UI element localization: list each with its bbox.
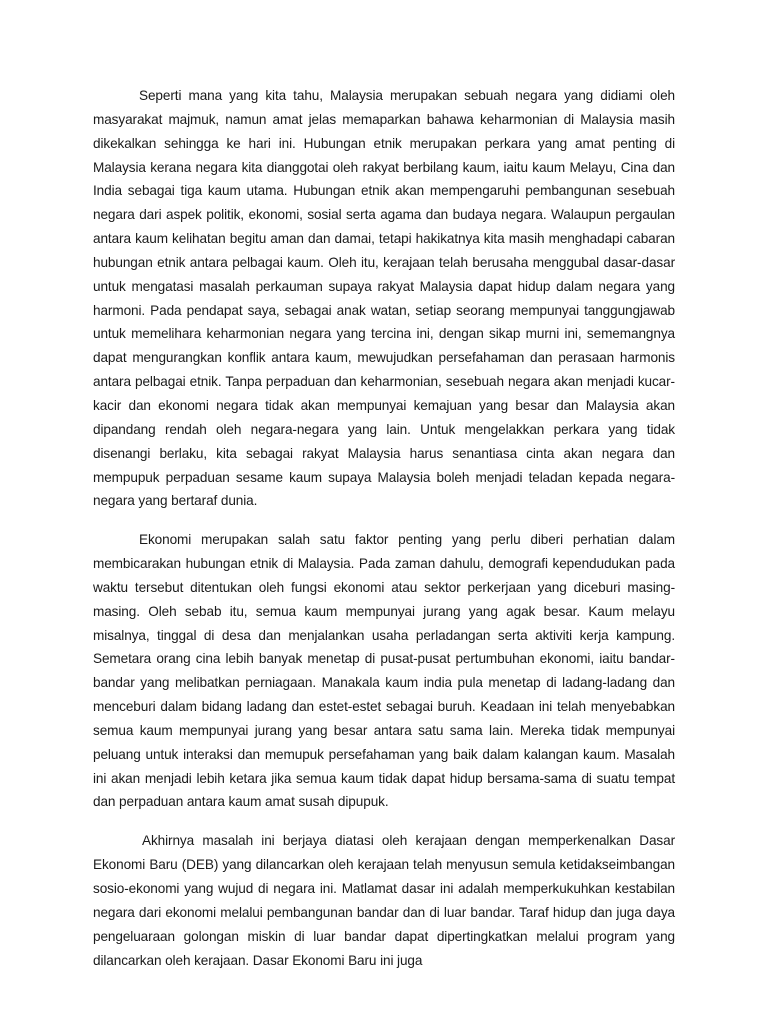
paragraph-intro-ethnic-relations: Seperti mana yang kita tahu, Malaysia merupakan sebuah negara yang didiami oleh masyarakat majmuk, namun amat jelas memaparkan bahawa keharmonian di Malaysia masih dikekalkan sehingga ke hari ini. Hubungan etnik merupakan perkara yang amat penting di Malaysia kerana negara kita dianggotai oleh rakyat berbilang kaum, iaitu kaum Melayu, Cina dan India sebagai tiga kaum utama. Hubungan etnik akan mempengaruhi pembangunan sesebuah negara dari aspek politik, ekonomi, sosial serta agama dan budaya negara. Walaupun pergaulan antara kaum kelihatan begitu aman dan damai, tetapi hakikatnya kita masih menghadapi cabaran hubungan etnik antara pelbagai kaum. Oleh itu, kerajaan telah berusaha menggubal dasar-dasar untuk mengatasi masalah perkauman supaya rakyat Malaysia dapat hidup dalam negara yang harmoni. Pada pendapat saya, sebagai anak watan, setiap seorang mempunyai tanggungjawab untuk memelihara keharmonian negara yang tercina ini, dengan sikap murni ini, sememangnya dapat mengurangkan konflik antara kaum, mewujudkan persefahaman dan perasaan harmonis antara pelbagai etnik. Tanpa perpaduan dan keharmonian, sesebuah negara akan menjadi kucar-kacir dan ekonomi negara tidak akan mempunyai kemajuan yang besar dan Malaysia akan dipandang rendah oleh negara-negara yang lain. Untuk mengelakkan perkara yang tidak disenangi berlaku, kita sebagai rakyat Malaysia harus senantiasa cinta akan negara dan mempupuk perpaduan sesame kaum supaya Malaysia boleh menjadi teladan kepada negara-negara yang bertaraf dunia. [93,88,675,509]
paragraph-new-economic-policy: Akhirnya masalah ini berjaya diatasi oleh kerajaan dengan memperkenalkan Dasar Ekonomi Baru (DEB) yang dilancarkan oleh kerajaan telah menyusun semula ketidakseimbangan sosio-ekonomi yang wujud di negara ini. Matlamat dasar ini adalah memperkukuhkan kestabilan negara dari ekonomi melalui pembangunan bandar dan di luar bandar. Taraf hidup dan juga daya pengeluaraan golongan miskin di luar bandar dapat dipertingkatkan melalui program yang dilancarkan oleh kerajaan. Dasar Ekonomi Baru ini juga [93,833,675,968]
document-page [93,84,675,987]
paragraph-economy-factor: Ekonomi merupakan salah satu faktor penting yang perlu diberi perhatian dalam membicarakan hubungan etnik di Malaysia. Pada zaman dahulu, demografi kependudukan pada waktu tersebut ditentukan oleh fungsi ekonomi atau sektor perkerjaan yang diceburi masing-masing. Oleh sebab itu, semua kaum mempunyai jurang yang agak besar. Kaum melayu misalnya, tinggal di desa dan menjalankan usaha perladangan serta aktiviti kerja kampung. Semetara orang cina lebih banyak menetap di pusat-pusat pertumbuhan ekonomi, iaitu bandar-bandar yang melibatkan perniagaan. Manakala kaum india pula menetap di ladang-ladang dan menceburi dalam bidang ladang dan estet-estet sebagai buruh. Keadaan ini telah menyebabkan semua kaum mempunyai jurang yang besar antara satu sama lain. Mereka tidak mempunyai peluang untuk interaksi dan memupuk persefahaman yang baik dalam kalangan kaum. Masalah ini akan menjadi lebih ketara jika semua kaum tidak dapat hidup bersama-sama di suatu tempat dan perpaduan antara kaum amat susah dipupuk. [93,532,675,810]
